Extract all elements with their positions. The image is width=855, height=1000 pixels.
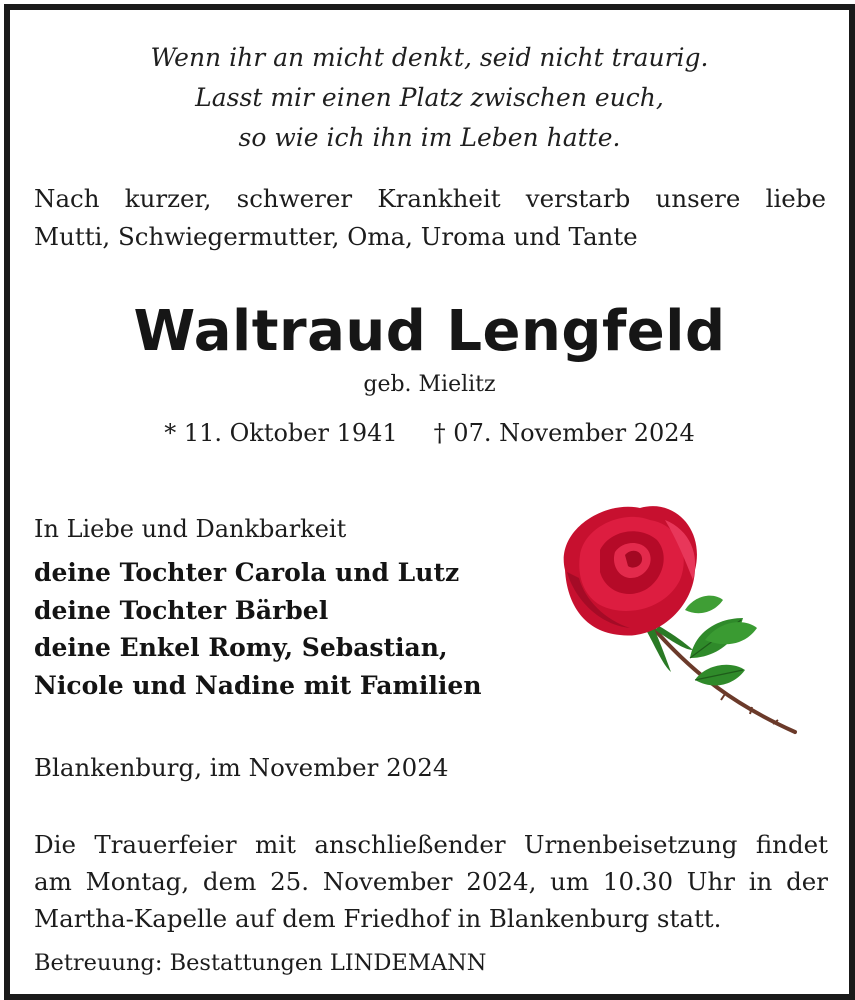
- ceremony-line: Die Trauerfeier mit anschließender Urnenbeisetzung findet: [34, 830, 828, 859]
- birth-name: geb. Mielitz: [363, 372, 496, 397]
- intro-line: Nach kurzer, schwerer Krankheit verstarb unsere liebe: [34, 184, 826, 213]
- poem-line: so wie ich ihn im Leben hatte.: [238, 123, 621, 152]
- intro-line: Mutti, Schwiegermutter, Oma, Uroma und Tante: [34, 222, 638, 251]
- birth-date: * 11. Oktober 1941: [164, 419, 398, 447]
- life-dates: [10, 416, 849, 450]
- death-date: † 07. November 2024: [433, 419, 695, 447]
- poem-line: Wenn ihr an micht denkt, seid nicht traurig.: [150, 43, 709, 72]
- poem: [10, 38, 849, 158]
- mourners-intro: In Liebe und Dankbarkeit: [34, 515, 347, 543]
- mourner-line: deine Tochter Bärbel: [34, 595, 329, 625]
- ceremony-line: Martha-Kapelle auf dem Friedhof in Blankenburg statt.: [34, 904, 722, 933]
- funeral-home: Betreuung: Bestattungen LINDEMANN: [34, 950, 487, 976]
- deceased-name: Waltraud Lengfeld: [133, 299, 726, 364]
- mourner-line: Nicole und Nadine mit Familien: [34, 670, 482, 700]
- mourner-line: deine Enkel Romy, Sebastian,: [34, 633, 448, 662]
- mourner-line: deine Tochter Carola und Lutz: [34, 558, 460, 587]
- rose-image: [545, 500, 805, 745]
- obituary-notice: [4, 4, 855, 1000]
- rose-bloom: [564, 506, 697, 635]
- poem-line: Lasst mir einen Platz zwischen euch,: [195, 83, 664, 112]
- ceremony-line: am Montag, dem 25. November 2024, um 10.30 Uhr in der: [34, 867, 828, 896]
- place-date: Blankenburg, im November 2024: [34, 753, 449, 782]
- rose-leaf: [705, 622, 757, 644]
- rose-leaf: [685, 596, 723, 614]
- intro-text: [34, 180, 826, 256]
- mourners-list: [34, 554, 482, 704]
- ceremony-text: [34, 826, 828, 937]
